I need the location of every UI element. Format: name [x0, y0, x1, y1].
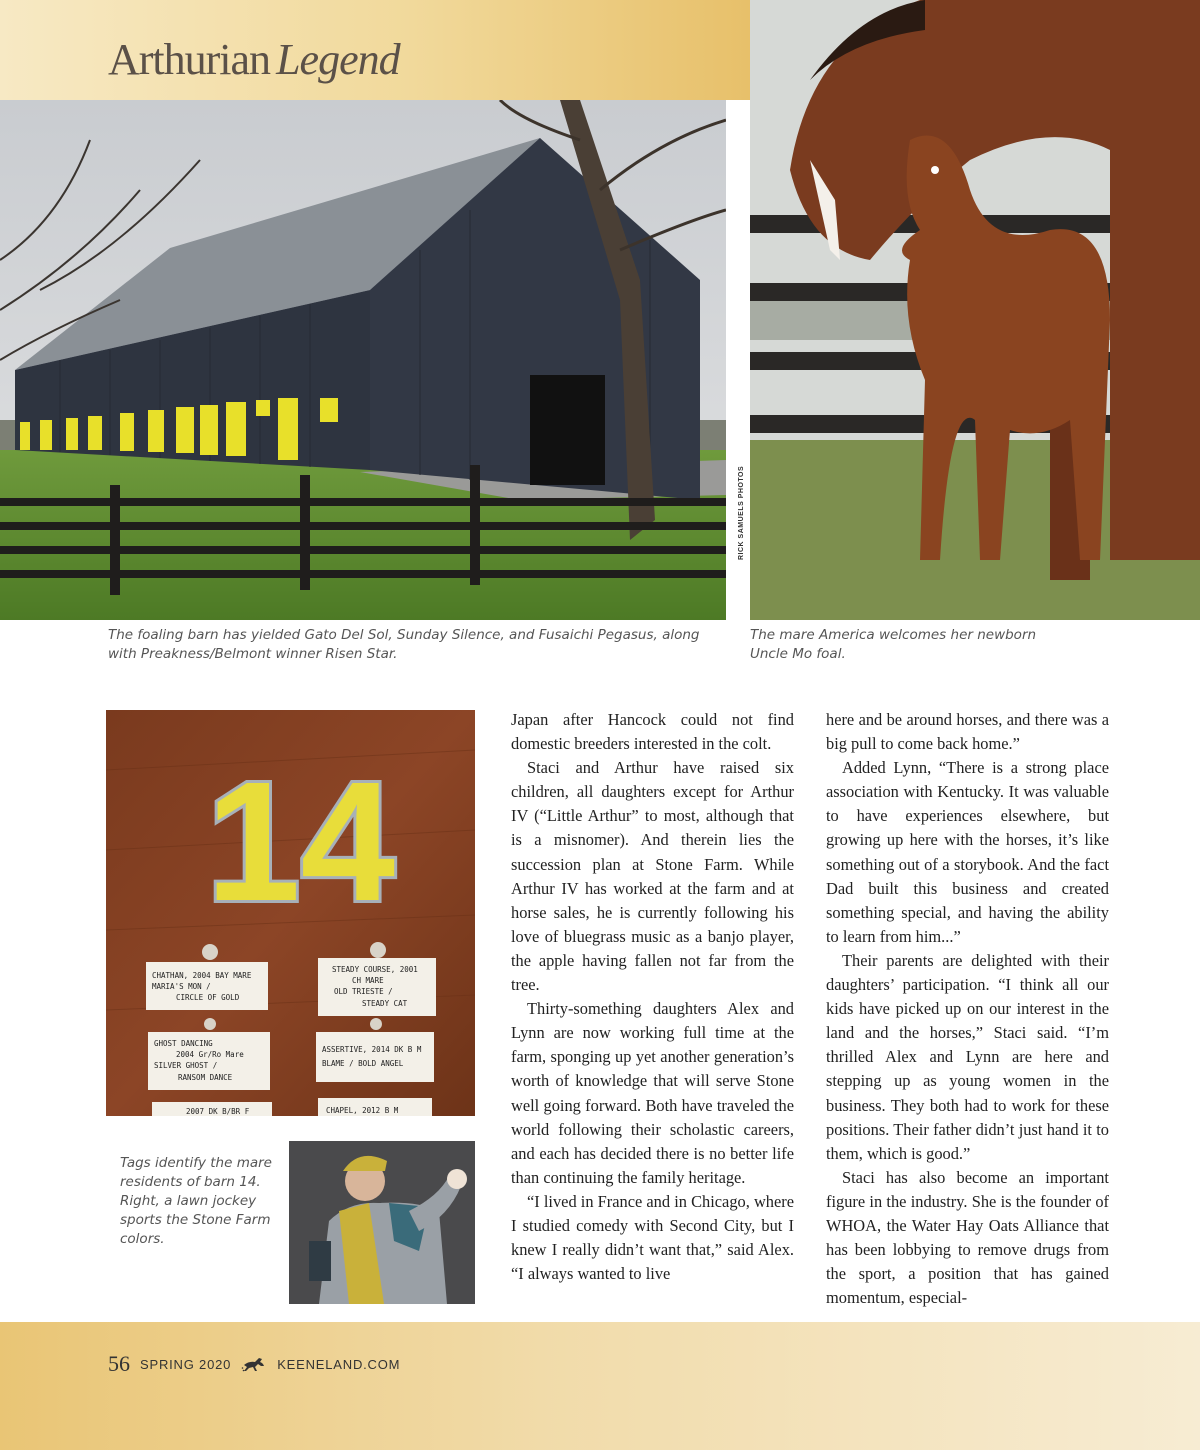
issue-date: SPRING 2020: [140, 1356, 232, 1372]
article-column-middle: [511, 708, 794, 1286]
section-title-roman: Arthurian: [108, 35, 271, 84]
paragraph: Their parents are delighted with their daughters’ participation. “I think all our kids have picked up on our interest in the land and the horses,” Staci said. “I’m thrilled Alex and Lynn are here and stepping up as young women in the business. They both had to work for these positions. Their father didn’t just hand it to them, which is good.”: [826, 950, 1109, 1163]
tag2-line1: GHOST DANCING: [154, 1039, 213, 1048]
tag5-line1: ASSERTIVE, 2014 DK B M: [322, 1045, 422, 1054]
racehorse-icon: [241, 1355, 267, 1373]
page-number: 56: [108, 1351, 130, 1376]
tag4-line3: OLD TRIESTE /: [334, 987, 393, 996]
paragraph: “I lived in France and in Chicago, where I studied comedy with Second City, but I knew I really didn’t want that,” said Alex. “I always wanted to live: [511, 1191, 794, 1284]
tags-photo: [106, 710, 475, 1116]
photo-credit: RICK SAMUELS PHOTOS: [738, 465, 745, 560]
tag1-line2: MARIA'S MON /: [152, 982, 211, 991]
foal-photo: [750, 0, 1200, 620]
caption-foal: The mare America welcomes her newborn Uncle Mo foal.: [750, 627, 1037, 662]
tag2-line3: SILVER GHOST /: [154, 1061, 218, 1070]
folio: [108, 1351, 400, 1377]
tag4-line4: STEADY CAT: [362, 999, 408, 1008]
paragraph: Added Lynn, “There is a strong place association with Kentucky. It was valuable to have experiences elsewhere, but growing up here with the horses, it’s like something out of a storybook. And the fact Dad built this business and created something special, and having the ability to learn from him...”: [826, 758, 1109, 946]
tag2-line2: 2004 Gr/Ro Mare: [176, 1050, 244, 1059]
caption-barn: The foaling barn has yielded Gato Del Sol, Sunday Silence, and Fusaichi Pegasus, along with Preakness/Belmont winner Risen Star.: [108, 627, 700, 662]
paragraph: Japan after Hancock could not find domestic breeders interested in the colt.: [511, 710, 794, 754]
article-column-right: [826, 708, 1109, 1310]
footer-band: [0, 1322, 1200, 1450]
paragraph: Staci has also become an important figure in the industry. She is the founder of WHOA, the Water Hay Oats Alliance that has been lobbying to remove drugs from the sport, a position that has gained momentum, especial-: [826, 1167, 1109, 1308]
paragraph: Thirty-something daughters Alex and Lynn are now working full time at the farm, sponging up yet another generation’s worth of knowledge that will serve Stone well going forward. Both have traveled the world following their scholastic careers, and each has decided there is no better life than continuing the family heritage.: [511, 999, 794, 1187]
paragraph: Staci and Arthur have raised six children, all daughters except for Arthur IV (“Little Arthur” to most, although that is a misnomer). And therein lies the succession plan at Stone Farm. While Arthur IV has worked at the farm and at horse sales, he is currently following his love of bluegrass music as a banjo player, the apple having fallen not far from the tree.: [511, 758, 794, 995]
tag1-line3: CIRCLE OF GOLD: [176, 993, 240, 1002]
tag2-line4: RANSOM DANCE: [178, 1073, 233, 1082]
tag4-line1: STEADY COURSE, 2001: [332, 965, 418, 974]
barn-number: 14: [206, 747, 396, 937]
barn-photo: [0, 100, 726, 620]
section-title: [108, 34, 400, 85]
paragraph: here and be around horses, and there was a big pull to come back home.”: [826, 710, 1109, 754]
caption-tags: Tags identify the mare residents of barn 14. Right, a lawn jockey sports the Stone Farm colors.: [120, 1155, 272, 1247]
section-title-italic: Legend: [276, 35, 400, 84]
jockey-photo: [289, 1141, 475, 1304]
tag1-line1: CHATHAN, 2004 BAY MARE: [152, 971, 252, 980]
tag5-line2: BLAME / BOLD ANGEL: [322, 1059, 404, 1068]
tag4-line2: CH MARE: [352, 976, 384, 985]
tag6-line1: CHAPEL, 2012 B M: [326, 1106, 399, 1115]
tag3-line1: 2007 DK B/BR F: [186, 1107, 250, 1116]
site-name: KEENELAND.COM: [277, 1356, 401, 1372]
